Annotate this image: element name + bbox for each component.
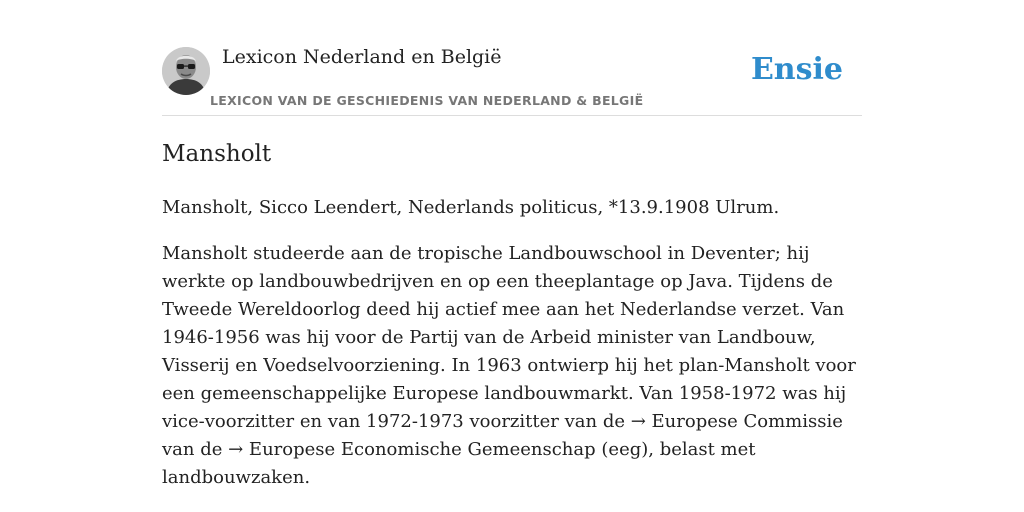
body-text-part2: van de: [162, 439, 223, 460]
avatar-portrait-icon: [162, 47, 210, 95]
link-europese-commissie[interactable]: → Europese Commissie: [630, 411, 843, 432]
article: [162, 138, 862, 492]
link-europese-economische-gemeenschap[interactable]: → Europese Economische Gemeenschap: [228, 439, 596, 460]
article-lead: Mansholt, Sicco Leendert, Nederlands politicus, *13.9.1908 Ulrum.: [162, 197, 780, 218]
site-header: [162, 40, 862, 116]
brand-logo-link[interactable]: Ensie: [750, 52, 843, 87]
article-title: Mansholt: [162, 141, 272, 167]
body-text-part1: Mansholt studeerde aan de tropische Landbouwschool in Deventer; hij werkte op landbouwbedrijven en op een theeplantage op Java. Tijdens de Tweede Wereldoorlog deed hij actief mee aan het Nederlandse verzet. Van 1946-1956 was hij voor de Partij van de Arbeid minister van Landbouw, Visserij en Voedselvoorziening. In 1963 ontwierp hij het plan-Mansholt voor een gemeenschappelijke Europese landbouwmarkt. Van 1958-1972 was hij vice-voorzitter en van 1972-1973 voorzitter van de: [162, 243, 856, 432]
article-body: [162, 240, 862, 492]
site-title[interactable]: Lexicon Nederland en België: [222, 46, 502, 68]
site-subtitle: LEXICON VAN DE GESCHIEDENIS VAN NEDERLAND & BELGIË: [210, 93, 644, 108]
body-text-part3: (eeg), belast met landbouwzaken.: [162, 439, 756, 488]
author-avatar[interactable]: [162, 47, 210, 95]
